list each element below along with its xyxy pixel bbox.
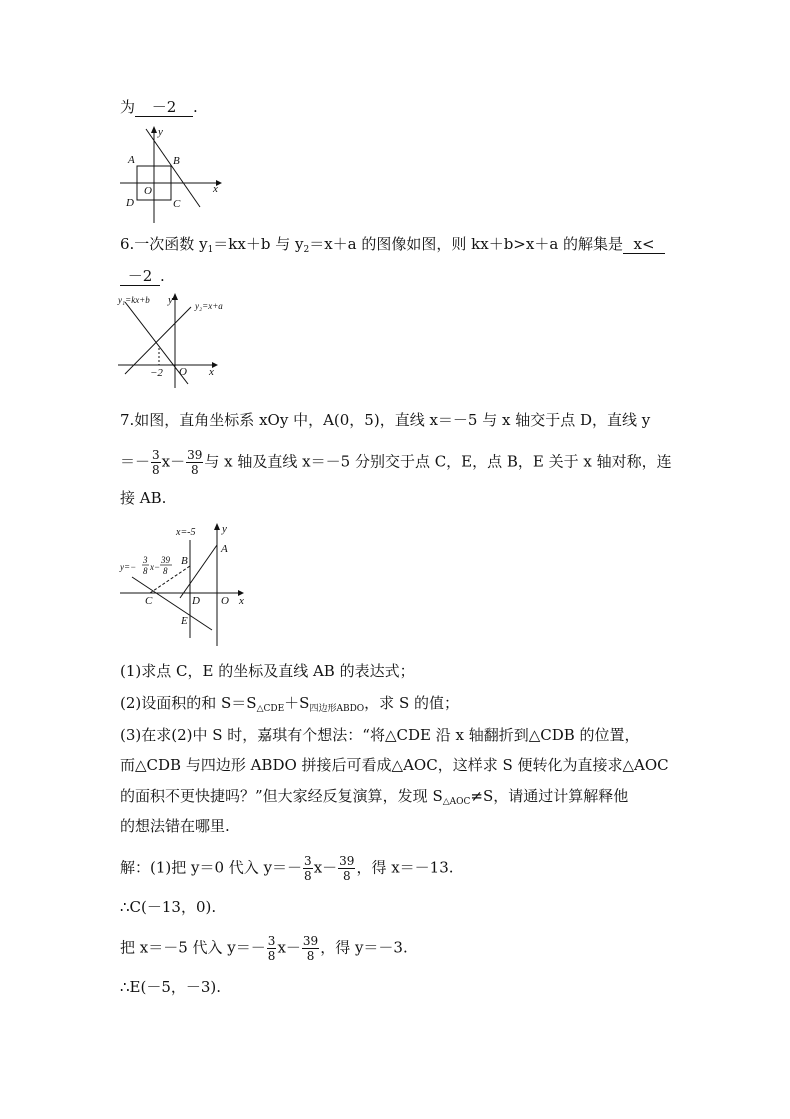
q6-text-b: ＝kx＋b 与 y bbox=[213, 235, 304, 253]
q6-line-1 bbox=[120, 234, 665, 260]
s1-f2-num: 39 bbox=[339, 854, 355, 868]
q7-label-n2: 39 bbox=[161, 555, 170, 565]
q5-y-arrow bbox=[151, 126, 157, 133]
q6-period: . bbox=[160, 267, 165, 285]
s3-fraction-1 bbox=[267, 934, 277, 963]
q7-line2-a: ＝－ bbox=[120, 452, 151, 471]
q5-answer: －2 bbox=[135, 98, 193, 117]
q7-line-2 bbox=[120, 448, 672, 477]
q6-label-y2: y₂=x+a bbox=[195, 301, 223, 311]
q6-text-c: ＝x＋a 的图像如图，则 kx＋b>x＋a 的解集是 bbox=[309, 235, 624, 253]
q7-f1-den: 8 bbox=[152, 463, 160, 477]
q7-part-1: (1)求点 C，E 的坐标及直线 AB 的表达式； bbox=[120, 662, 415, 680]
q7-label-d: D bbox=[192, 595, 200, 607]
q7-label-x: x bbox=[239, 595, 244, 607]
s1-fraction-2 bbox=[338, 854, 355, 883]
q6-label-y: y bbox=[168, 294, 173, 306]
q7-label-a: A bbox=[221, 543, 228, 555]
solution-line-2: ∴C(－13，0). bbox=[120, 898, 217, 916]
q6-line-x-a bbox=[125, 307, 191, 374]
q6-label-o: O bbox=[179, 366, 187, 378]
q7-part-2 bbox=[120, 693, 459, 719]
solution-line-1 bbox=[120, 854, 454, 883]
q5-label-a: A bbox=[128, 154, 135, 166]
q7-label-y: y bbox=[222, 523, 227, 535]
q7-p2-b: ＋S bbox=[284, 694, 310, 712]
q7-p2-a: (2)设面积的和 S＝S bbox=[120, 694, 257, 712]
q7-part-3-line-1: (3)在求(2)中 S 时，嘉琪有个想法：“将△CDE 沿 x 轴翻折到△CDB 的位置， bbox=[120, 726, 640, 744]
s3-a: 把 x＝－5 代入 y＝－ bbox=[120, 938, 266, 957]
q7-part-3-line-3 bbox=[120, 786, 628, 812]
s3-fraction-2 bbox=[302, 934, 319, 963]
s1-b: x－ bbox=[313, 858, 338, 877]
q7-label-n1: 3 bbox=[143, 555, 148, 565]
s1-fraction-1 bbox=[303, 854, 313, 883]
q7-label-d1: 8 bbox=[143, 566, 148, 576]
s3-f1-den: 8 bbox=[267, 949, 276, 963]
q7-p2-c: ，求 S 的值； bbox=[364, 694, 459, 712]
q5-label-b: B bbox=[173, 155, 180, 167]
q6-sub1: 1 bbox=[207, 245, 214, 255]
q7-p3-l3-a: 的面积不更快捷吗？”但大家经反复演算，发现 S bbox=[120, 787, 443, 805]
q6-label-y1: y₁=kx+b bbox=[118, 295, 150, 305]
q7-p2-sub2: 四边形ABDO bbox=[309, 704, 365, 714]
q7-label-e: E bbox=[181, 615, 188, 627]
q5-label-y: y bbox=[158, 126, 163, 138]
q7-label-c: C bbox=[145, 595, 153, 607]
s3-c: ，得 y＝－3. bbox=[320, 938, 408, 957]
q5-label-c: C bbox=[173, 198, 181, 210]
q6-figure bbox=[118, 292, 233, 390]
q5-label-o: O bbox=[144, 185, 152, 197]
q7-line-1: 7.如图，直角坐标系 xOy 中，A(0，5)，直线 x＝－5 与 x 轴交于点 D，直线 y bbox=[120, 411, 651, 429]
q6-answer-a: x< bbox=[623, 235, 665, 254]
q7-label-eq-b: x− bbox=[150, 562, 161, 572]
q5-period: . bbox=[193, 98, 198, 116]
s3-f1-num: 3 bbox=[267, 934, 276, 948]
q7-figure bbox=[118, 520, 258, 650]
q7-p3-l3-sub: △AOC bbox=[442, 797, 471, 807]
s1-f1-den: 8 bbox=[304, 869, 312, 883]
q5-answer-line bbox=[120, 97, 198, 117]
q7-line-ab bbox=[180, 545, 217, 598]
q7-fraction-2 bbox=[186, 448, 203, 477]
s3-b: x－ bbox=[277, 938, 301, 957]
q7-line-3: 接 AB. bbox=[120, 489, 167, 507]
q6-line-2 bbox=[120, 266, 165, 286]
q7-p2-sub1: △CDE bbox=[256, 704, 285, 714]
q7-fraction-1 bbox=[151, 448, 161, 477]
q5-prefix: 为 bbox=[120, 98, 136, 116]
q6-answer-b: －2 bbox=[120, 267, 160, 286]
solution-line-4: ∴E(－5，－3). bbox=[120, 978, 222, 996]
q7-f1-num: 3 bbox=[152, 448, 160, 462]
q7-label-x5: x=-5 bbox=[176, 527, 196, 538]
s1-a: 解：(1)把 y＝0 代入 y＝－ bbox=[120, 858, 303, 877]
q6-text-a: 6.一次函数 y bbox=[120, 235, 208, 253]
q7-p3-l3-b: ≠S，请通过计算解释他 bbox=[470, 787, 629, 805]
q7-f2-num: 39 bbox=[187, 448, 203, 462]
q6-y-arrow bbox=[172, 293, 178, 300]
q7-label-o: O bbox=[221, 595, 229, 607]
q7-label-d2: 8 bbox=[163, 566, 168, 576]
q5-label-x: x bbox=[213, 183, 218, 195]
solution-line-3 bbox=[120, 934, 408, 963]
s3-f2-num: 39 bbox=[302, 934, 319, 948]
s3-f2-den: 8 bbox=[306, 949, 315, 963]
q7-part-3-line-4: 的想法错在哪里. bbox=[120, 817, 230, 835]
s1-f1-num: 3 bbox=[304, 854, 312, 868]
q7-part-3-line-2: 而△CDB 与四边形 ABDO 拼接后可看成△AOC，这样求 S 便转化为直接求△AOC bbox=[120, 756, 669, 774]
s1-c: ，得 x＝－13. bbox=[356, 858, 454, 877]
q7-line2-b: x－ bbox=[161, 452, 186, 471]
q5-label-d: D bbox=[126, 197, 134, 209]
q6-sub2: 2 bbox=[303, 245, 310, 255]
q7-line-ce bbox=[132, 577, 212, 630]
q6-label-x: x bbox=[209, 366, 214, 378]
q7-line2-c: 与 x 轴及直线 x＝－5 分别交于点 C，E，点 B，E 关于 x 轴对称，连 bbox=[204, 452, 672, 471]
q7-f2-den: 8 bbox=[190, 463, 199, 477]
q5-figure bbox=[118, 125, 228, 215]
q7-label-eq-a: y=− bbox=[120, 562, 137, 572]
q7-label-b: B bbox=[181, 555, 188, 567]
q7-y-arrow bbox=[214, 523, 220, 530]
s1-f2-den: 8 bbox=[342, 869, 351, 883]
q6-label-m2: −2 bbox=[150, 367, 163, 379]
